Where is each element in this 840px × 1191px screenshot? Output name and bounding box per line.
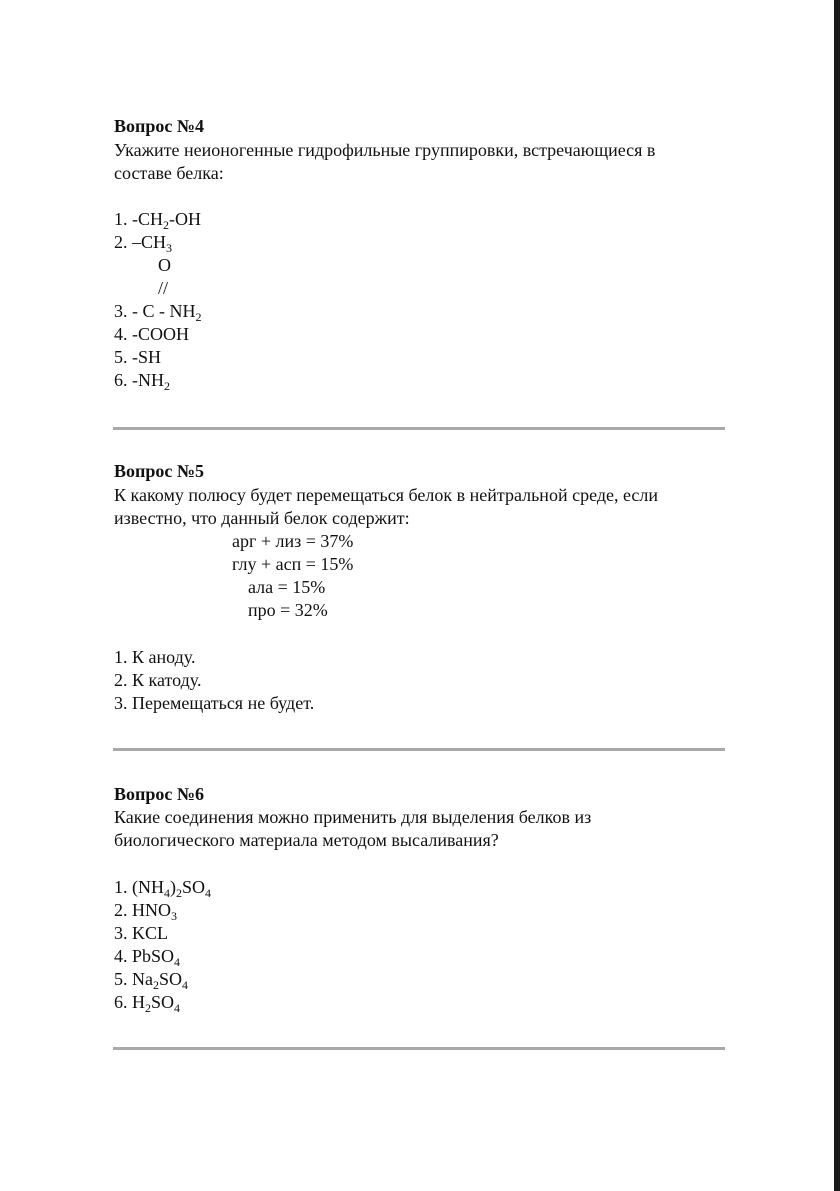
question-text: составе белка: bbox=[114, 163, 224, 183]
divider bbox=[113, 748, 725, 751]
divider bbox=[113, 1047, 725, 1050]
question-title: Вопрос №5 bbox=[114, 461, 204, 481]
answer-option-5: 5. $Na_2SO_4$ bbox=[114, 969, 189, 992]
divider bbox=[113, 427, 725, 430]
answer-option-3: 3. - C - $NH_2$ bbox=[114, 301, 202, 324]
page-edge bbox=[834, 0, 840, 1191]
answer-option-2: 2. $-CH_3$ bbox=[114, 232, 173, 255]
composition-line: глу + асп = 15% bbox=[232, 554, 354, 574]
question-text: Укажите неионогенные гидрофильные группировки, встречающиеся в bbox=[114, 140, 656, 160]
composition-line: про = 32% bbox=[248, 600, 328, 620]
answer-option-3: 3. Перемещаться не будет. bbox=[114, 693, 315, 713]
answer-option-4: 4. PbSO$_4$ bbox=[114, 946, 181, 969]
answer-option-4: 4. -COOH bbox=[114, 324, 189, 344]
composition-line: ала = 15% bbox=[248, 577, 326, 597]
question-text: Какие соединения можно применить для выделения белков из bbox=[114, 807, 592, 827]
answer-option-1: 1. $-CH_2-OH$ bbox=[114, 209, 201, 232]
formula-oxygen: O bbox=[158, 255, 171, 275]
formula-double-bond: // bbox=[158, 278, 169, 298]
question-text: К какому полюсу будет перемещаться белок в нейтральной среде, если bbox=[114, 485, 659, 505]
answer-option-1: 1. К аноду. bbox=[114, 647, 196, 667]
answer-option-6: 6. $H_2SO_4$ bbox=[114, 992, 181, 1015]
answer-option-1: 1. $(NH_4)_2SO_4$ bbox=[114, 877, 212, 900]
answer-option-5: 5. -SH bbox=[114, 347, 162, 367]
question-text: биологического материала методом высаливания? bbox=[114, 830, 499, 850]
answer-option-2: 2. $HNO_3$ bbox=[114, 900, 177, 923]
question-text: известно, что данный белок содержит: bbox=[114, 508, 410, 528]
composition-line: арг + лиз = 37% bbox=[232, 531, 354, 551]
question-title: Вопрос №6 bbox=[114, 784, 204, 804]
answer-option-3: 3. KCL bbox=[114, 923, 168, 943]
answer-option-6: 6. $-NH_2$ bbox=[114, 370, 170, 393]
answer-option-2: 2. К катоду. bbox=[114, 670, 202, 690]
question-title: Вопрос №4 bbox=[114, 116, 204, 136]
